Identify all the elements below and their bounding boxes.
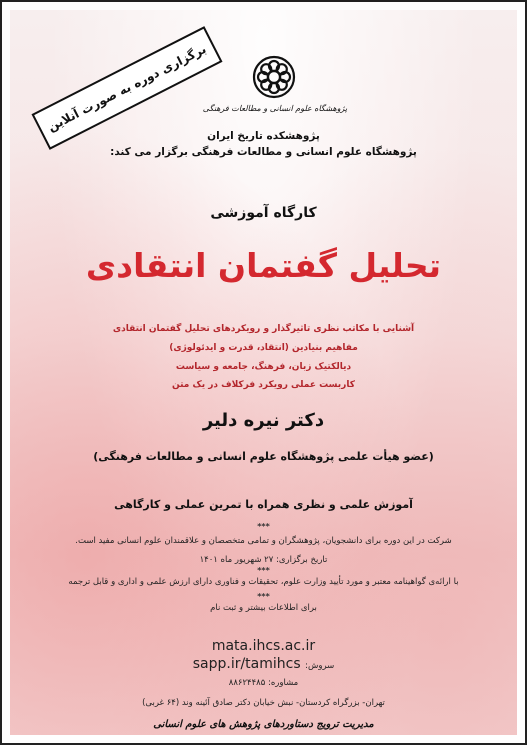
date-text: تاریخ برگزاری: ۲۷ شهریور ماه ۱۴۰۱ bbox=[199, 555, 328, 565]
topic-item: کاربست عملی رویکرد فرکلاف در یک متن bbox=[172, 380, 355, 390]
certificate-text: با ارائه‌ی گواهینامه معتبر و مورد تأیید وزارت علوم، تحقیقات و فناوری دارای ارزش علمی و اداری و قابل ترجمه bbox=[68, 577, 459, 587]
header-line-2: پژوهشگاه علوم انسانی و مطالعات فرهنگی برگزار می کند: bbox=[110, 146, 417, 158]
institute-logo-icon bbox=[249, 52, 299, 102]
address-text: تهران- بزرگراه کردستان- نبش خیابان دکتر صادق آئینه وند (۶۴ غربی) bbox=[142, 698, 385, 708]
workshop-label: کارگاه آموزشی bbox=[210, 205, 317, 221]
soroush-link[interactable]: sapp.ir/tamihcs bbox=[192, 656, 301, 672]
separator: *** bbox=[257, 566, 270, 575]
separator: *** bbox=[257, 592, 270, 601]
page-title: تحلیل گفتمان انتقادی bbox=[85, 246, 442, 285]
training-description: آموزش علمی و نظری همراه با تمرین عملی و کارگاهی bbox=[114, 498, 413, 511]
poster bbox=[10, 10, 517, 735]
instructor-affiliation: (عضو هیأت علمی پژوهشگاه علوم انسانی و مطالعات فرهنگی) bbox=[93, 450, 434, 463]
topic-item: آشنایی با مکاتب نظری تاثیرگذار و رویکردهای تحلیل گفتمان انتقادی bbox=[112, 324, 415, 334]
topic-item: مفاهیم بنیادین (انتقاد، قدرت و ایدئولوژی) bbox=[169, 343, 358, 353]
header-line-1: پژوهشکده تاریخ ایران bbox=[207, 130, 320, 142]
website-line bbox=[10, 638, 517, 654]
info-label: برای اطلاعات بیشتر و ثبت نام bbox=[210, 603, 317, 613]
logo-caption: پژوهشگاه علوم انسانی و مطالعات فرهنگی bbox=[202, 104, 348, 113]
online-stamp-text: برگزاری دوره به صورت آنلاین bbox=[45, 41, 209, 135]
website-link[interactable]: mata.ihcs.ac.ir bbox=[211, 638, 316, 654]
management-text: مدیریت ترویج دستاوردهای پژوهش های علوم انسانی bbox=[153, 719, 374, 730]
phone-text: مشاوره: ۸۸۶۲۴۴۸۵ bbox=[228, 678, 299, 688]
separator: *** bbox=[257, 522, 270, 531]
topic-item: دیالکتیک زبان، فرهنگ، جامعه و سیاست bbox=[175, 362, 352, 372]
instructor-name: دکتر نیره دلیر bbox=[202, 410, 325, 431]
soroush-line bbox=[10, 656, 517, 672]
audience-text: شرکت در این دوره برای دانشجویان، پژوهشگران و تمامی متخصصان و علاقمندان علوم انسانی مفید است. bbox=[75, 536, 452, 546]
soroush-label: سروش: bbox=[305, 661, 335, 671]
